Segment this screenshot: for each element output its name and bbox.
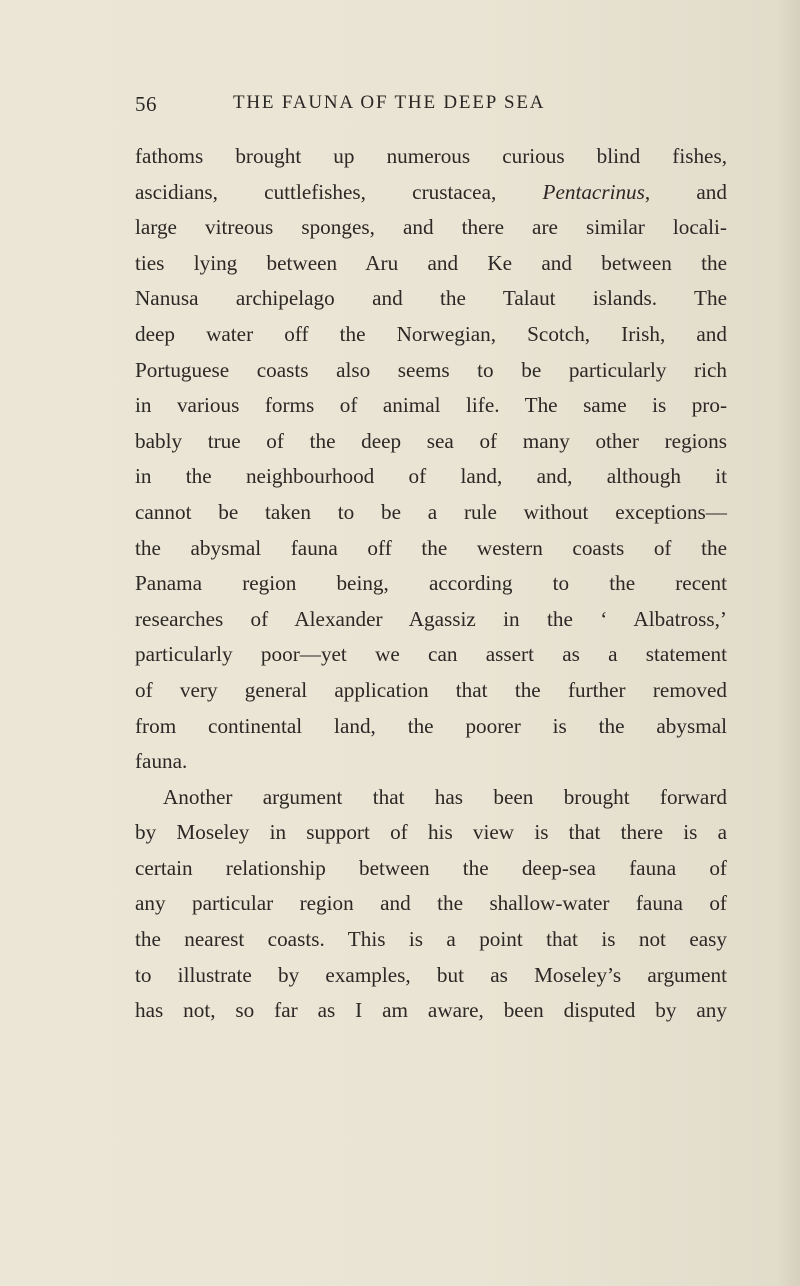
text-line: ascidians, cuttlefishes, crustacea, Pentacrinus, and [135, 179, 727, 204]
text-line: cannot be taken to be a rule without exceptions— [135, 499, 727, 524]
text-line: certain relationship between the deep-sea fauna of [135, 855, 727, 880]
text-line: any particular region and the shallow-water fauna of [135, 891, 727, 916]
text-line: Another argument that has been brought forward [163, 784, 727, 809]
text-line: to illustrate by examples, but as Moseley’s argument [135, 962, 727, 987]
text-line: particularly poor—yet we can assert as a statement [135, 642, 727, 667]
page-header [135, 92, 727, 122]
text-line: fauna. [135, 749, 188, 774]
text-line: deep water off the Norwegian, Scotch, Irish, and [135, 321, 727, 346]
text-line: the abysmal fauna off the western coasts of the [135, 535, 727, 560]
text-line: in the neighbourhood of land, and, although it [135, 464, 727, 489]
page-number: 56 [135, 92, 157, 116]
text-line: by Moseley in support of his view is that there is a [135, 820, 727, 845]
text-line: researches of Alexander Agassiz in the ‘ Albatross,’ [135, 606, 727, 631]
text-line: Nanusa archipelago and the Talaut islands. The [135, 286, 727, 311]
text-line: ties lying between Aru and Ke and between the [135, 250, 727, 275]
text-line: bably true of the deep sea of many other regions [135, 428, 727, 453]
text-line: of very general application that the further removed [135, 677, 727, 702]
text-line: in various forms of animal life. The same is pro- [135, 393, 727, 418]
italic-taxon: Pentacrinus [542, 179, 645, 204]
running-title: THE FAUNA OF THE DEEP SEA [233, 92, 546, 113]
text-line: Portuguese coasts also seems to be particularly rich [135, 357, 727, 382]
text-line: large vitreous sponges, and there are similar locali- [135, 215, 727, 240]
text-line: Panama region being, according to the recent [135, 571, 727, 596]
text-line: from continental land, the poorer is the abysmal [135, 713, 727, 738]
text-line: has not, so far as I am aware, been disputed by any [135, 998, 727, 1023]
text-line: fathoms brought up numerous curious blind fishes, [135, 144, 727, 168]
text-line: the nearest coasts. This is a point that is not easy [135, 927, 727, 952]
body-text [135, 139, 727, 1029]
